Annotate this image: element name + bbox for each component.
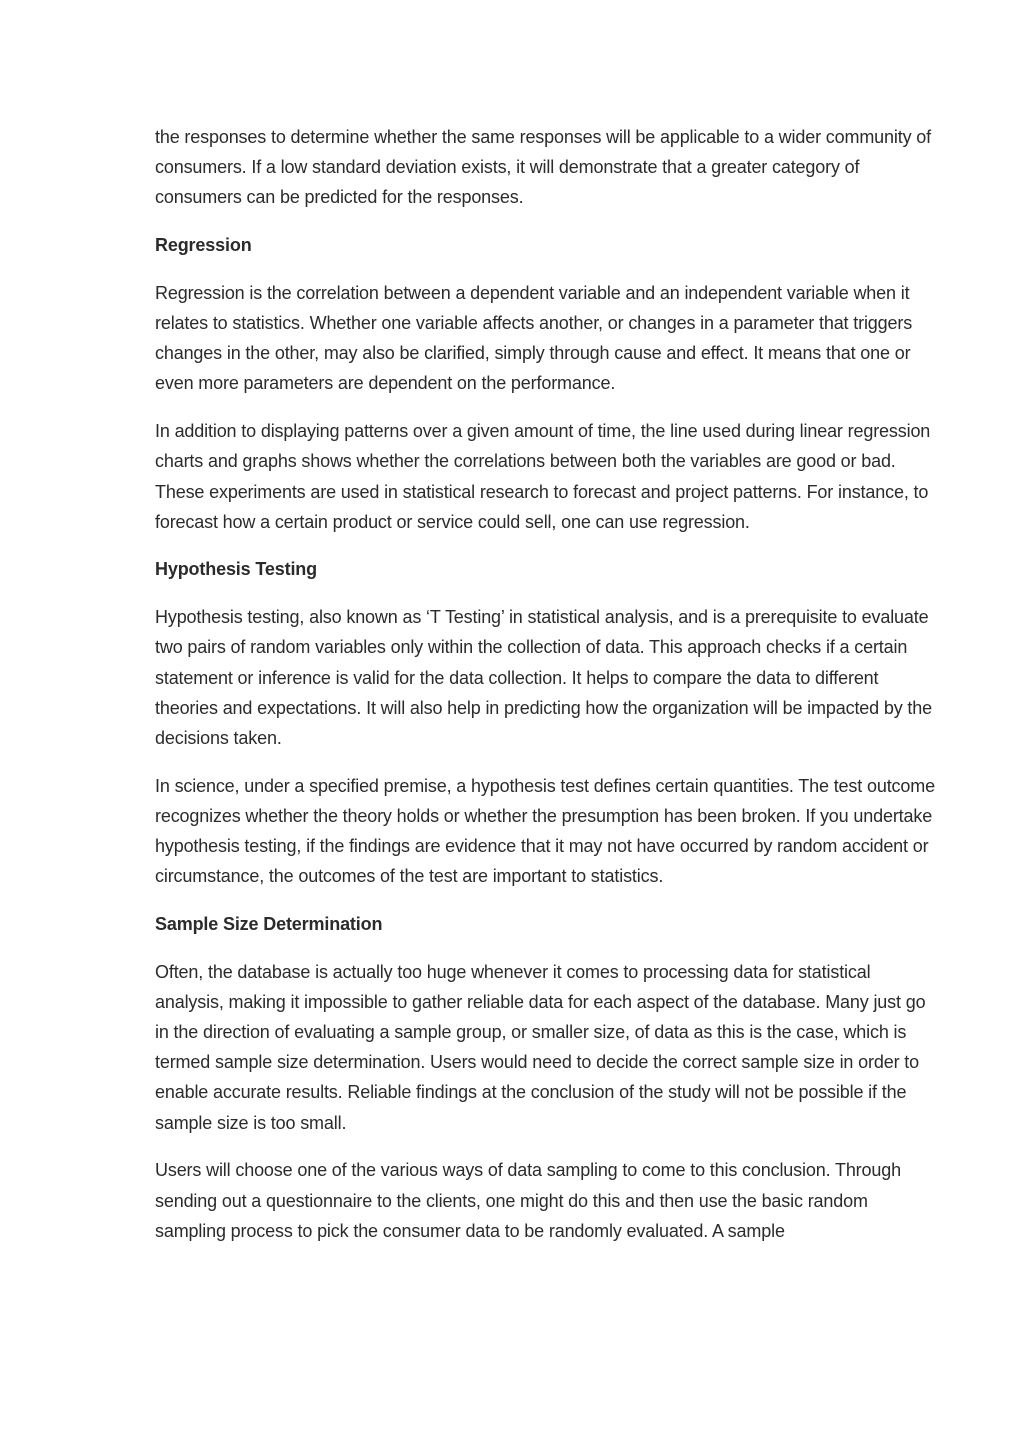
heading-sample-size-determination: Sample Size Determination [155, 913, 383, 934]
paragraph-regression-patterns: In addition to displaying patterns over a given amount of time, the line used during linear regression charts and graphs shows whether the correlations between both the variables are good or bad. These experiments are used in statistical research to forecast and project patterns. For instance, to forecast how a certain product or service could sell, one can use regression. [155, 421, 931, 532]
document-page [155, 122, 935, 1264]
paragraph-standard-deviation-continued: the responses to determine whether the same responses will be applicable to a wider community of consumers. If a low standard deviation exists, it will demonstrate that a greater category of consumers can be predicted for the responses. [155, 127, 932, 208]
paragraph-sample-size-methods: Users will choose one of the various ways of data sampling to come to this conclusion. Through sending out a questionnaire to the clients, one might do this and then use the basic random sampling process to pick the consumer data to be randomly evaluated. A sample [155, 1160, 901, 1241]
heading-regression: Regression [155, 235, 252, 256]
heading-hypothesis-testing: Hypothesis Testing [155, 559, 317, 580]
paragraph-hypothesis-science: In science, under a specified premise, a hypothesis test defines certain quantities. The test outcome recognizes whether the theory holds or whether the presumption has been broken. If you undertake hypothesis testing, if the findings are evidence that it may not have occurred by random accident or circumstance, the outcomes of the test are important to statistics. [155, 775, 935, 887]
paragraph-sample-size-definition: Often, the database is actually too huge whenever it comes to processing data for statistical analysis, making it impossible to gather reliable data for each aspect of the database. Many just go in the direction of evaluating a sample group, or smaller size, of data as this is the case, which is termed sample size determination. Users would need to decide the correct sample size in order to enable accurate results. Reliable findings at the conclusion of the study will not be possible if the sample size is too small. [155, 961, 926, 1133]
paragraph-hypothesis-definition: Hypothesis testing, also known as ‘T Testing’ in statistical analysis, and is a prerequisite to evaluate two pairs of random variables only within the collection of data. This approach checks if a certain statement or inference is valid for the data collection. It helps to compare the data to different theories and expectations. It will also help in predicting how the organization will be impacted by the decisions taken. [155, 607, 933, 748]
paragraph-regression-definition: Regression is the correlation between a dependent variable and an independent variable when it relates to statistics. Whether one variable affects another, or changes in a parameter that triggers changes in the other, may also be clarified, simply through cause and effect. It means that one or even more parameters are dependent on the performance. [155, 282, 913, 394]
